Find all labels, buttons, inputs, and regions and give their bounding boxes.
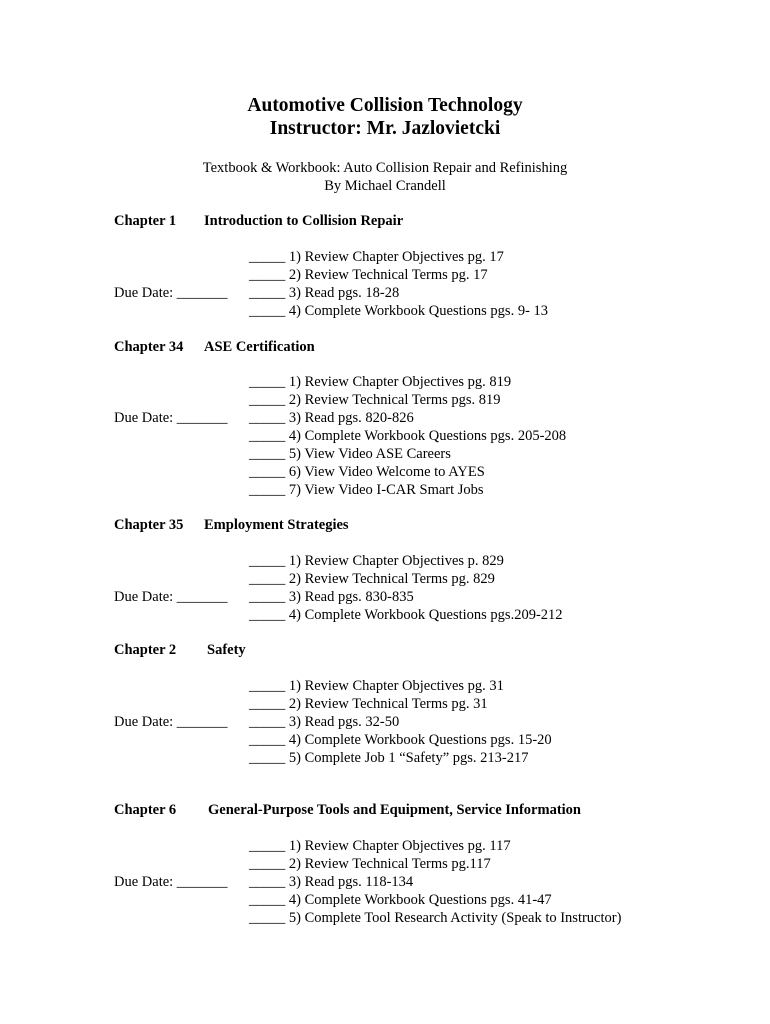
task-item: _____ 4) Complete Workbook Questions pgs. 15-20 bbox=[249, 732, 552, 748]
chapter-number: Chapter 34 bbox=[114, 339, 184, 355]
instructor-line: Instructor: Mr. Jazlovietcki bbox=[269, 118, 501, 139]
task-item: _____ 2) Review Technical Terms pgs. 819 bbox=[249, 392, 501, 408]
task-item: _____ 2) Review Technical Terms pg. 17 bbox=[249, 267, 488, 283]
task-item: _____ 5) Complete Job 1 “Safety” pgs. 213-217 bbox=[249, 750, 529, 766]
task-item: _____ 3) Read pgs. 830-835 bbox=[249, 589, 414, 605]
textbook-line: Textbook & Workbook: Auto Collision Repair and Refinishing bbox=[202, 160, 568, 176]
chapter-heading-2 bbox=[114, 640, 734, 660]
task-item: _____ 5) View Video ASE Careers bbox=[249, 446, 451, 462]
due-date-field: Due Date: _______ bbox=[114, 714, 228, 730]
task-item: _____ 2) Review Technical Terms pg.117 bbox=[249, 856, 491, 872]
due-date-field: Due Date: _______ bbox=[114, 285, 228, 301]
task-item: _____ 7) View Video I-CAR Smart Jobs bbox=[249, 482, 484, 498]
chapter-heading-35 bbox=[114, 515, 734, 535]
chapter-heading-1 bbox=[114, 211, 734, 231]
chapter-title: General-Purpose Tools and Equipment, Service Information bbox=[208, 802, 581, 818]
task-item: _____ 3) Read pgs. 18-28 bbox=[249, 285, 400, 301]
author-line: By Michael Crandell bbox=[324, 178, 446, 194]
task-item: _____ 1) Review Chapter Objectives pg. 117 bbox=[249, 838, 511, 854]
chapter-number: Chapter 6 bbox=[114, 802, 177, 818]
task-item: _____ 4) Complete Workbook Questions pgs. 41-47 bbox=[249, 892, 552, 908]
chapter-heading-6 bbox=[114, 800, 734, 820]
chapter-title: Introduction to Collision Repair bbox=[204, 213, 404, 229]
due-date-field: Due Date: _______ bbox=[114, 410, 228, 426]
task-item: _____ 2) Review Technical Terms pg. 829 bbox=[249, 571, 495, 587]
task-item: _____ 1) Review Chapter Objectives pg. 17 bbox=[249, 249, 504, 265]
chapter-number: Chapter 35 bbox=[114, 517, 184, 533]
chapter-heading-34 bbox=[114, 337, 734, 357]
task-item: _____ 6) View Video Welcome to AYES bbox=[249, 464, 485, 480]
task-item: _____ 1) Review Chapter Objectives pg. 819 bbox=[249, 374, 512, 390]
task-item: _____ 3) Read pgs. 820-826 bbox=[249, 410, 414, 426]
task-item: _____ 3) Read pgs. 118-134 bbox=[249, 874, 414, 890]
chapter-title: Safety bbox=[207, 642, 246, 658]
chapter-number: Chapter 1 bbox=[114, 213, 177, 229]
chapter-number: Chapter 2 bbox=[114, 642, 177, 658]
task-item: _____ 4) Complete Workbook Questions pgs. 9- 13 bbox=[249, 303, 549, 319]
task-item: _____ 1) Review Chapter Objectives pg. 31 bbox=[249, 678, 504, 694]
chapter-title: Employment Strategies bbox=[204, 517, 349, 533]
due-date-field: Due Date: _______ bbox=[114, 874, 228, 890]
task-item: _____ 1) Review Chapter Objectives p. 829 bbox=[249, 553, 504, 569]
task-item: _____ 2) Review Technical Terms pg. 31 bbox=[249, 696, 488, 712]
task-item: _____ 4) Complete Workbook Questions pgs.209-212 bbox=[249, 607, 563, 623]
task-item: _____ 4) Complete Workbook Questions pgs. 205-208 bbox=[249, 428, 567, 444]
task-item: _____ 3) Read pgs. 32-50 bbox=[249, 714, 400, 730]
task-item: _____ 5) Complete Tool Research Activity (Speak to Instructor) bbox=[249, 910, 622, 926]
document-title: Automotive Collision Technology bbox=[247, 95, 523, 116]
due-date-field: Due Date: _______ bbox=[114, 589, 228, 605]
chapter-title: ASE Certification bbox=[204, 339, 315, 355]
